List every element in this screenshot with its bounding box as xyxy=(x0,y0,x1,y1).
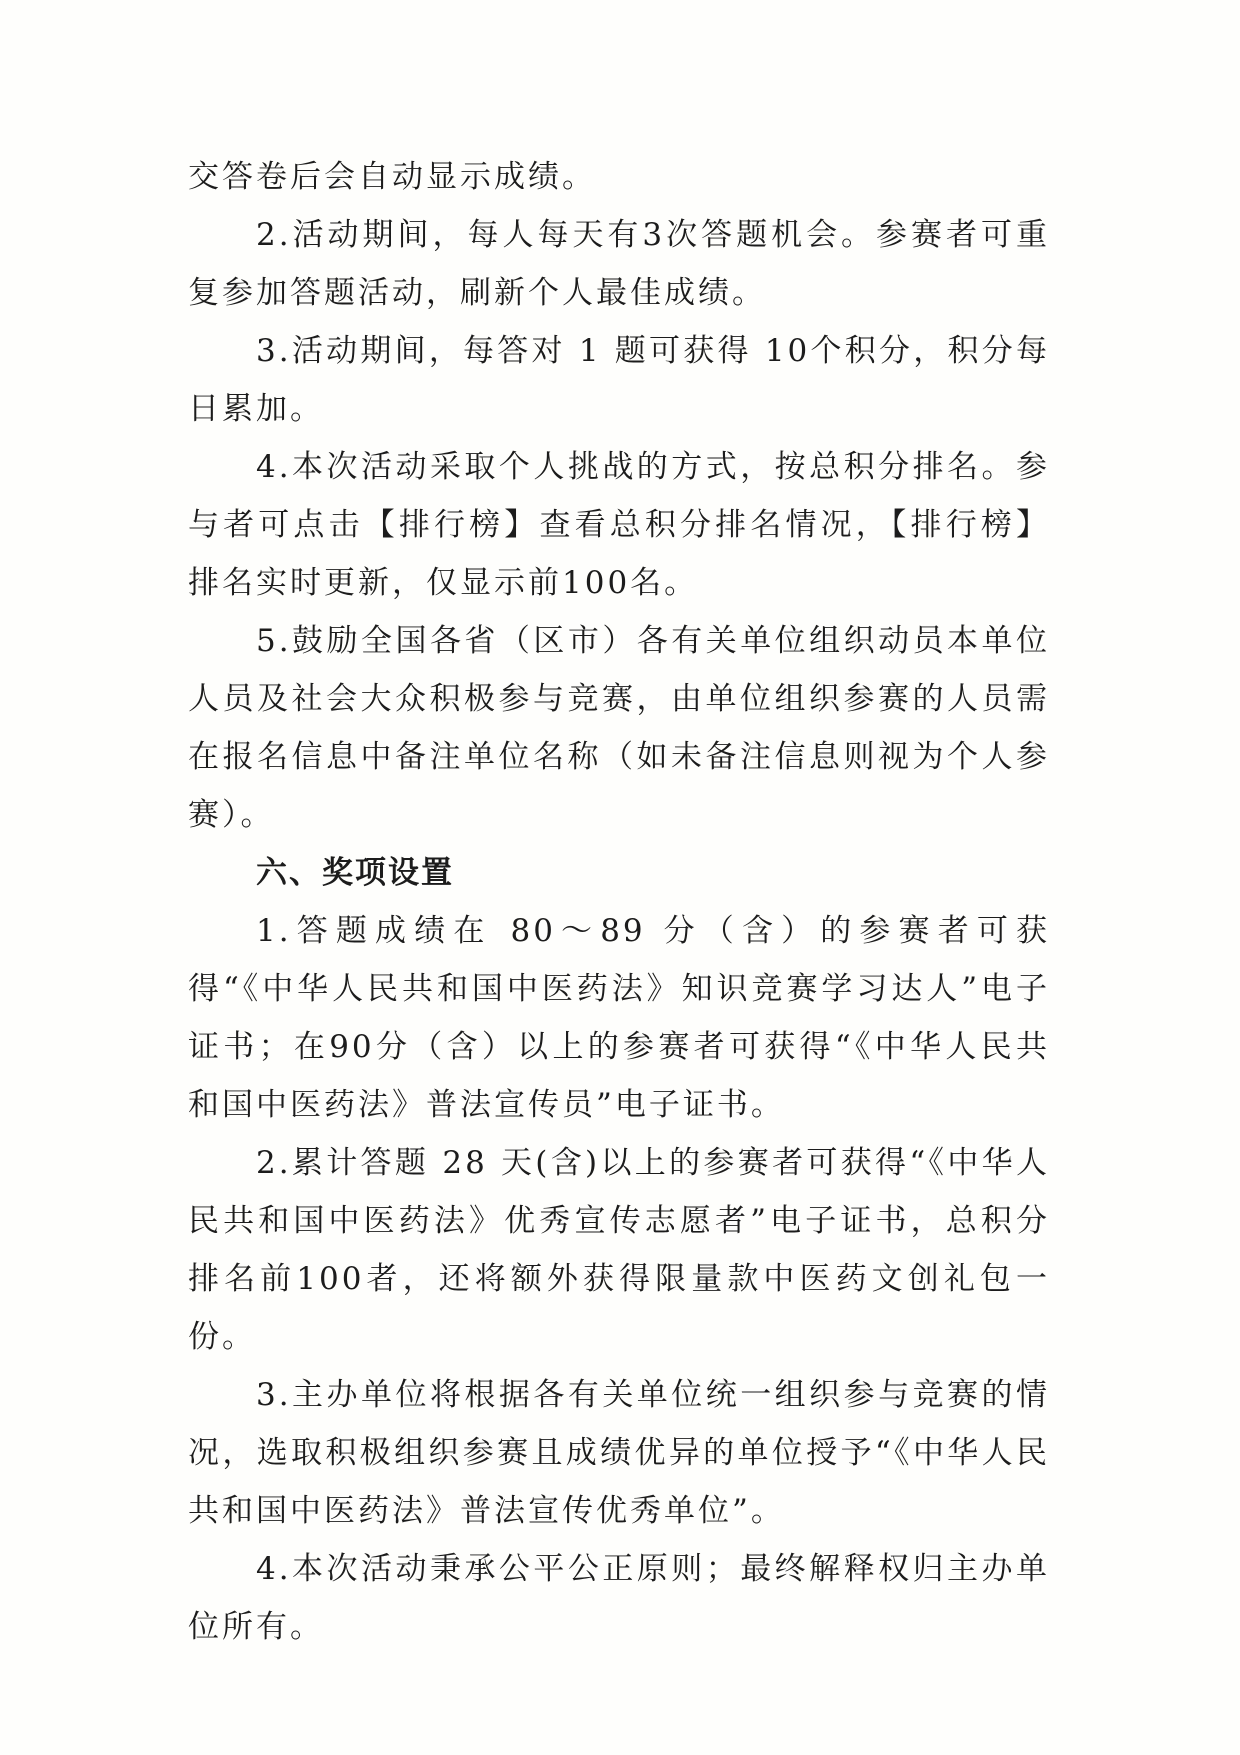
paragraph-award-4: 4.本次活动秉承公平公正原则；最终解释权归主办单位所有。 xyxy=(188,1551,1050,1645)
paragraph-award-2: 2.累计答题 28 天(含)以上的参赛者可获得“《中华人民共和国中医药法》优秀宣传志愿者”电子证书，总积分排名前100者，还将额外获得限量款中医药文创礼包一份。 xyxy=(188,1145,1050,1355)
document-body xyxy=(188,148,1050,1656)
section-heading-awards: 六、奖项设置 xyxy=(256,855,454,891)
paragraph-award-1: 1.答题成绩在 80～89 分（含）的参赛者可获得“《中华人民共和国中医药法》知识竞赛学习达人”电子证书；在90分（含）以上的参赛者可获得“《中华人民共和国中医药法》普法宣传员”电子证书。 xyxy=(188,913,1050,1123)
paragraph-rule-2: 2.活动期间，每人每天有3次答题机会。参赛者可重复参加答题活动，刷新个人最佳成绩。 xyxy=(188,217,1050,311)
paragraph-continuation: 交答卷后会自动显示成绩。 xyxy=(188,159,596,195)
paragraph-rule-4: 4.本次活动采取个人挑战的方式，按总积分排名。参与者可点击【排行榜】查看总积分排名情况，【排行榜】排名实时更新，仅显示前100名。 xyxy=(188,449,1050,601)
paragraph-rule-5: 5.鼓励全国各省（区市）各有关单位组织动员本单位人员及社会大众积极参与竞赛，由单位组织参赛的人员需在报名信息中备注单位名称（如未备注信息则视为个人参赛）。 xyxy=(188,623,1050,833)
paragraph-award-3: 3.主办单位将根据各有关单位统一组织参与竞赛的情况，选取积极组织参赛且成绩优异的单位授予“《中华人民共和国中医药法》普法宣传优秀单位”。 xyxy=(188,1377,1050,1529)
paragraph-rule-3: 3.活动期间，每答对 1 题可获得 10个积分，积分每日累加。 xyxy=(188,333,1050,427)
